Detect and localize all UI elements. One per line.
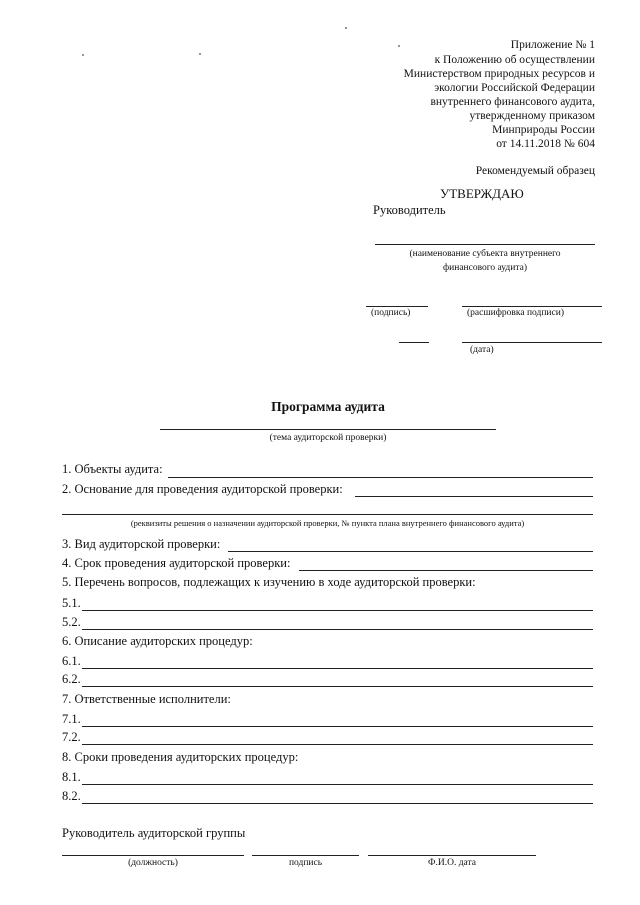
subject-line bbox=[375, 244, 595, 245]
scan-speck bbox=[345, 27, 347, 29]
approval-head: Руководитель bbox=[373, 203, 446, 217]
procedure-2-number: 6.2. bbox=[62, 672, 81, 686]
question-2-line bbox=[82, 629, 593, 630]
date-day-line bbox=[399, 342, 429, 343]
date-line bbox=[462, 342, 602, 343]
sample-note: Рекомендуемый образец bbox=[475, 165, 595, 177]
subject-hint-1: (наименование субъекта внутреннего bbox=[409, 249, 561, 259]
position-hint: (должность) bbox=[128, 858, 178, 868]
kind-line bbox=[228, 551, 593, 552]
signature-line bbox=[366, 306, 428, 307]
header-line-6: утвержденному приказом bbox=[469, 110, 595, 122]
procedure-1-number: 6.1. bbox=[62, 654, 81, 668]
question-2-number: 5.2. bbox=[62, 615, 81, 629]
deadline-2-line bbox=[82, 803, 593, 804]
date-hint: (дата) bbox=[470, 345, 494, 355]
procedure-1-line bbox=[82, 668, 593, 669]
scan-speck bbox=[199, 53, 201, 55]
decode-hint: (расшифровка подписи) bbox=[467, 308, 564, 318]
basis-line bbox=[355, 496, 593, 497]
program-title: Программа аудита bbox=[271, 399, 385, 414]
term-line bbox=[299, 570, 593, 571]
header-line-1: Приложение № 1 bbox=[510, 39, 595, 51]
position-line bbox=[62, 855, 244, 856]
topic-hint: (тема аудиторской проверки) bbox=[269, 433, 387, 443]
item-basis: 2. Основание для проведения аудиторской проверки: bbox=[62, 482, 343, 496]
question-1-number: 5.1. bbox=[62, 596, 81, 610]
objects-line bbox=[168, 477, 593, 478]
subject-hint-2: финансового аудита) bbox=[443, 263, 527, 273]
header-line-2: к Положению об осуществлении bbox=[434, 54, 595, 66]
name-date-line bbox=[368, 855, 536, 856]
header-line-3: Министерством природных ресурсов и bbox=[403, 68, 595, 80]
scan-speck bbox=[398, 45, 400, 47]
procedure-2-line bbox=[82, 686, 593, 687]
item-executors: 7. Ответственные исполнители: bbox=[62, 692, 231, 706]
basis-line-2 bbox=[62, 514, 593, 515]
approval-title: УТВЕРЖДАЮ bbox=[440, 186, 524, 201]
executor-1-number: 7.1. bbox=[62, 712, 81, 726]
footer-signature-hint: подпись bbox=[288, 858, 323, 868]
executor-2-number: 7.2. bbox=[62, 730, 81, 744]
item-kind: 3. Вид аудиторской проверки: bbox=[62, 537, 221, 551]
group-leader-label: Руководитель аудиторской группы bbox=[62, 826, 246, 840]
executor-2-line bbox=[82, 744, 593, 745]
item-term: 4. Срок проведения аудиторской проверки: bbox=[62, 556, 291, 570]
deadline-2-number: 8.2. bbox=[62, 789, 81, 803]
item-objects: 1. Объекты аудита: bbox=[62, 462, 163, 476]
decode-line bbox=[462, 306, 602, 307]
header-line-7: Минприроды России bbox=[492, 124, 595, 136]
basis-hint: (реквизиты решения о назначении аудиторской проверки, № пункта плана внутреннего финансового аудита) bbox=[130, 518, 525, 528]
item-questions: 5. Перечень вопросов, подлежащих к изучению в ходе аудиторской проверки: bbox=[62, 575, 476, 589]
footer-signature-line bbox=[252, 855, 359, 856]
header-line-8: от 14.11.2018 № 604 bbox=[496, 138, 595, 150]
question-1-line bbox=[82, 610, 593, 611]
scan-speck bbox=[82, 54, 84, 56]
header-line-4: экологии Российской Федерации bbox=[434, 82, 595, 94]
name-date-hint: Ф.И.О. дата bbox=[427, 858, 476, 868]
executor-1-line bbox=[82, 726, 593, 727]
topic-line bbox=[160, 429, 496, 430]
header-line-5: внутреннего финансового аудита, bbox=[430, 96, 595, 108]
deadline-1-number: 8.1. bbox=[62, 770, 81, 784]
deadline-1-line bbox=[82, 784, 593, 785]
item-deadlines: 8. Сроки проведения аудиторских процедур: bbox=[62, 750, 299, 764]
signature-hint: (подпись) bbox=[371, 308, 411, 318]
item-procedures: 6. Описание аудиторских процедур: bbox=[62, 634, 253, 648]
